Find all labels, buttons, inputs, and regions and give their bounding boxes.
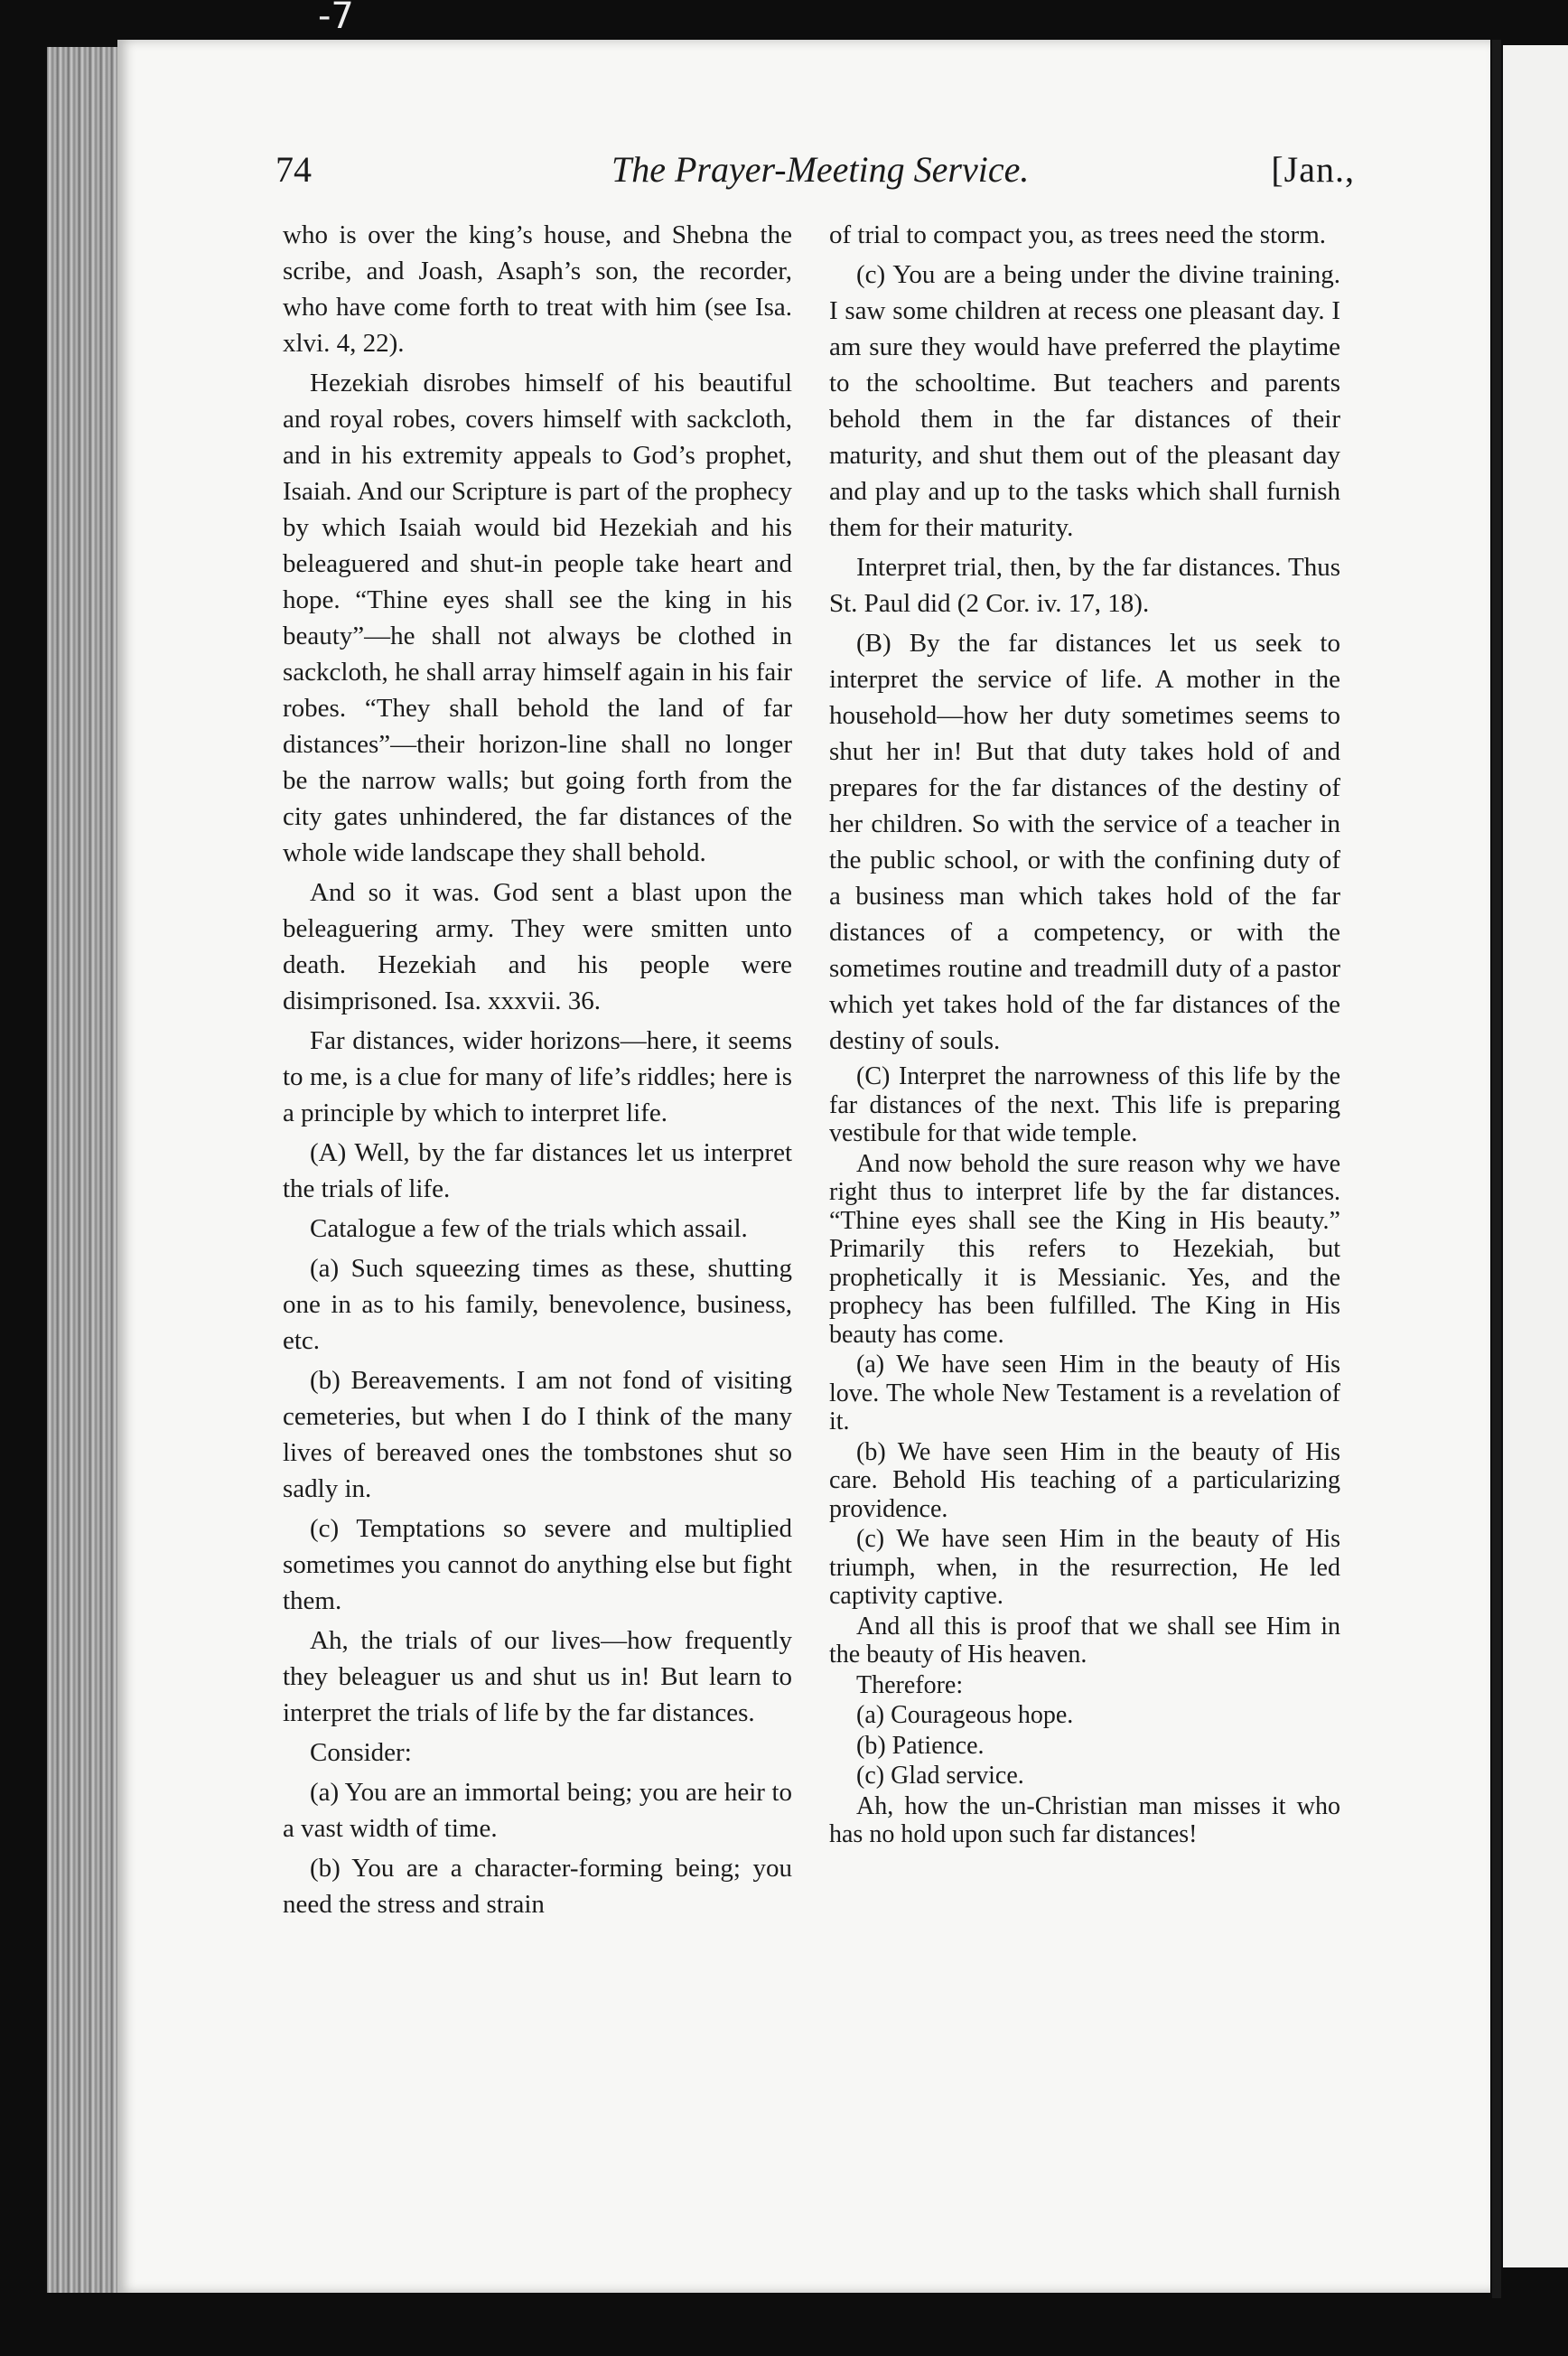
paragraph: (a) Such squeezing times as these, shutting one in as to his family, benevolence, business, etc. [283,1254,792,1355]
small-type-section [829,1062,1340,1849]
right-text-column [829,217,1340,1851]
paragraph: (c) We have seen Him in the beauty of His triumph, when, in the resurrection, He led captivity captive. [829,1525,1340,1610]
paragraph: Ah, how the un-Christian man misses it who has no hold upon such far distances! [829,1791,1340,1848]
paragraph: (B) By the far distances let us seek to interpret the service of life. A mother in the household—how her duty sometimes seems to shut her in! But that duty takes hold of and prepares for the far distances of the destiny of her children. So with the service of a teacher in the public school, or with the confining duty of a business man which takes hold of the far distances of a competency, or with the sometimes routine and treadmill duty of a pastor which yet takes hold of the far distances of the destiny of souls. [829,629,1340,1055]
corner-pen-mark: -7 [318,0,354,37]
month-label: [Jan., [1271,149,1355,190]
page-number: 74 [275,149,312,190]
paragraph: who is over the king’s house, and Shebna the scribe, and Joash, Asaph’s son, the recorder, who have come forth to treat with him (see Isa. xlvi. 4, 22). [283,220,792,358]
paragraph: And so it was. God sent a blast upon the beleaguering army. They were smitten unto death. Hezekiah and his people were disimprisoned. Isa. xxxvii. 36. [283,878,792,1015]
paragraph: Consider: [310,1738,412,1767]
paragraph: Catalogue a few of the trials which assail. [310,1214,748,1243]
paragraph: (b) Bereavements. I am not fond of visiting cemeteries, but when I do I think of the many lives of bereaved ones the tombstones shut so sadly in. [283,1366,792,1503]
paragraph: (c) Temptations so severe and multiplied sometimes you cannot do anything else but fight them. [283,1514,792,1615]
paragraph: (A) Well, by the far distances let us interpret the trials of life. [283,1138,792,1203]
paragraph: (b) We have seen Him in the beauty of His care. Behold His teaching of a particularizing providence. [829,1437,1340,1523]
paragraph: (c) You are a being under the divine training. I saw some children at recess one pleasant day. I am sure they would have preferred the playtime to the schooltime. But teachers and parents behold them in the far distances of their maturity, and shut them out of the pleasant day and play and up to the tasks which shall furnish them for their maturity. [829,260,1340,542]
running-title: The Prayer-Meeting Service. [611,149,1030,190]
paragraph: Far distances, wider horizons—here, it seems to me, is a clue for many of life’s riddles; here is a principle by which to interpret life. [283,1026,792,1127]
facing-page-sliver [1503,45,1568,2267]
paragraph: (c) Glad service. [856,1762,1024,1790]
paragraph: (a) Courageous hope. [856,1701,1074,1729]
left-text-column [283,217,792,1926]
paragraph: Interpret trial, then, by the far distances. Thus St. Paul did (2 Cor. iv. 17, 18). [829,553,1340,618]
book-gutter [1492,40,1501,2298]
paragraph: Ah, the trials of our lives—how frequently they beleaguer us and shut us in! But learn to interpret the trials of life by the far distances. [283,1626,792,1727]
running-header [275,141,1355,195]
paragraph: of trial to compact you, as trees need the storm. [829,220,1327,249]
paragraph: (a) You are an immortal being; you are heir to a vast width of time. [283,1778,792,1843]
paragraph: (b) Patience. [856,1731,985,1760]
paragraph: (C) Interpret the narrowness of this life by the far distances of the next. This life is preparing vestibule for that wide temple. [829,1062,1340,1147]
book-page-edges [47,47,123,2293]
paragraph: (b) You are a character-forming being; you need the stress and strain [283,1854,792,1919]
paragraph: Hezekiah disrobes himself of his beautiful and royal robes, covers himself with sackcloth, and in his extremity appeals to God’s prophet, Isaiah. And our Scripture is part of the prophecy by which Isaiah would bid Hezekiah and his beleaguered and shut-in people take heart and hope. “Thine eyes shall see the king in his beauty”—he shall not always be clothed in sackcloth, he shall array himself again in his fair robes. “They shall behold the land of far distances”—their horizon-line shall no longer be the narrow walls; but going forth from the city gates unhindered, the far distances of the whole wide landscape they shall behold. [283,369,792,867]
paragraph: And now behold the sure reason why we have right thus to interpret life by the far distances. “Thine eyes shall see the King in His beauty.” Primarily this refers to Hezekiah, but prophetically it is Messianic. Yes, and the prophecy has been fulfilled. The King in His beauty has come. [829,1149,1340,1349]
paragraph: (a) We have seen Him in the beauty of His love. The whole New Testament is a revelation of it. [829,1351,1340,1435]
paragraph: Therefore: [856,1670,964,1699]
paragraph: And all this is proof that we shall see Him in the beauty of His heaven. [829,1612,1340,1669]
